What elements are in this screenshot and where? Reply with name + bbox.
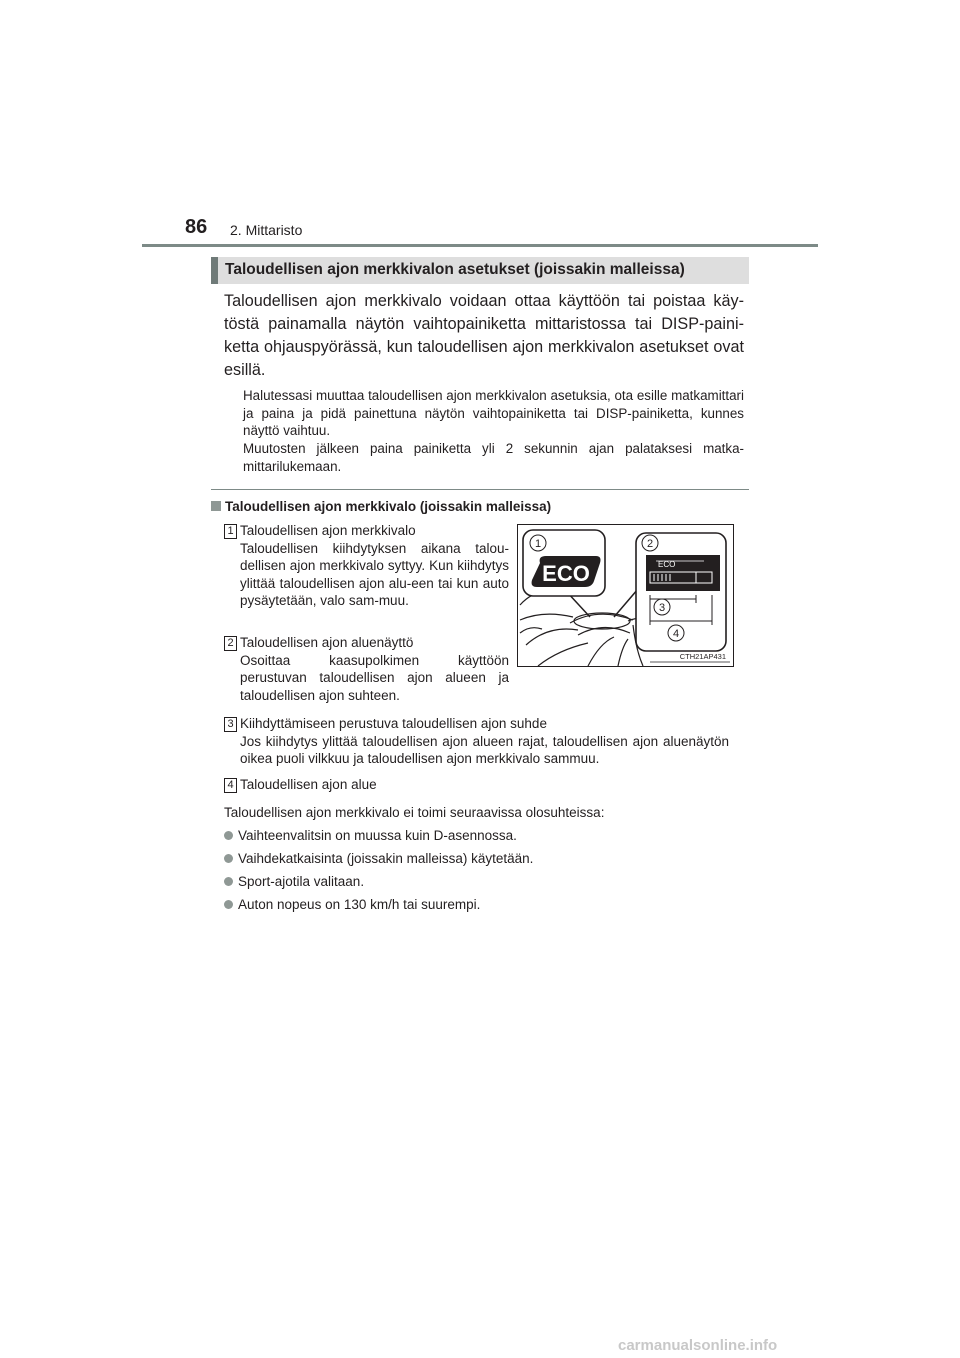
item-number-badge: 1 bbox=[224, 524, 237, 539]
bullet-dot-icon bbox=[224, 877, 233, 886]
item-number-badge: 4 bbox=[224, 778, 237, 793]
callout-4-label: 4 bbox=[672, 628, 680, 640]
item-title: Kiihdyttämiseen perustuva taloudellisen ajon suhde bbox=[240, 716, 547, 731]
section-banner-bar bbox=[211, 257, 218, 284]
conditions-intro: Taloudellisen ajon merkkivalo ei toimi seuraavissa olosuhteissa: bbox=[224, 805, 605, 820]
chapter-title: 2. Mittaristo bbox=[230, 222, 303, 238]
watermark: carmanualsonline.info bbox=[618, 1337, 778, 1354]
condition-item bbox=[224, 897, 480, 912]
item-title: Taloudellisen ajon merkkivalo bbox=[240, 523, 416, 538]
callout-3-label: 3 bbox=[658, 602, 666, 614]
page-number: 86 bbox=[185, 216, 208, 238]
eco-label: ECO bbox=[542, 561, 590, 586]
condition-item bbox=[224, 874, 364, 889]
item-description: Jos kiihdytys ylittää taloudellisen ajon alueen rajat, taloudellisen ajon aluenäytön oikea puoli vilkkuu ja taloudellisen ajon merkkivalo sammuu. bbox=[240, 733, 729, 766]
item-title: Taloudellisen ajon aluenäyttö bbox=[240, 635, 414, 650]
figure-code: CTH21AP431 bbox=[679, 652, 726, 661]
subsection-title: Taloudellisen ajon merkkivalo (joissakin malleissa) bbox=[225, 499, 552, 514]
eco-small-label: ECO bbox=[658, 560, 676, 569]
callout-1-label: 1 bbox=[534, 538, 542, 550]
note-paragraph-1: Halutessasi muuttaa taloudellisen ajon merkkivalon asetuksia, ota esille matkamittari ja paina ja pidä painettuna näytön vaihtopainiketta tai DISP-painiketta, kunnes näyttö vaihtuu. bbox=[243, 388, 744, 438]
section-title: Taloudellisen ajon merkkivalon asetukset (joissakin malleissa) bbox=[225, 261, 685, 278]
item-number-badge: 3 bbox=[224, 717, 237, 732]
intro-paragraph: Taloudellisen ajon merkkivalo voidaan ottaa käyttöön tai poistaa käy-töstä painamalla näytön vaihtopainiketta mittaristossa tai DISP-paini-ketta ohjauspyörässä, kun taloudellisen ajon merkkivalon asetukset ovat esillä. bbox=[224, 292, 744, 379]
section-divider bbox=[211, 489, 749, 490]
callout-2-label: 2 bbox=[646, 538, 654, 550]
square-bullet-icon bbox=[211, 501, 221, 511]
eco-indicator-figure bbox=[517, 524, 734, 667]
section-banner bbox=[211, 257, 749, 284]
eco-indicator-illustration bbox=[518, 525, 733, 666]
condition-text: Auton nopeus on 130 km/h tai suurempi. bbox=[238, 897, 481, 912]
bullet-dot-icon bbox=[224, 831, 233, 840]
item-number-badge: 2 bbox=[224, 636, 237, 651]
subsection-heading bbox=[211, 499, 551, 514]
condition-text: Sport-ajotila valitaan. bbox=[238, 874, 365, 889]
item-description: Osoittaa kaasupolkimen käyttöön perustuvan taloudellisen ajon alueen ja taloudellisen ajon suhteen. bbox=[240, 652, 509, 703]
condition-item bbox=[224, 828, 517, 843]
header-divider bbox=[142, 244, 818, 247]
condition-text: Vaihteenvalitsin on muussa kuin D-asennossa. bbox=[238, 828, 517, 843]
item-description: Taloudellisen kiihdytyksen aikana talou-dellisen ajon merkkivalo syttyy. Kun kiihdytys ylittää taloudellisen ajon alu-een tai kun auto pysäytetään, valo sam-muu. bbox=[240, 540, 509, 608]
bullet-dot-icon bbox=[224, 854, 233, 863]
condition-item bbox=[224, 851, 533, 866]
bullet-dot-icon bbox=[224, 900, 233, 909]
item-title: Taloudellisen ajon alue bbox=[240, 777, 377, 792]
note-paragraph-2: Muutosten jälkeen paina painiketta yli 2 sekunnin ajan palataksesi matka-mittarilukemaan. bbox=[243, 441, 744, 474]
condition-text: Vaihdekatkaisinta (joissakin malleissa) käytetään. bbox=[238, 851, 534, 866]
